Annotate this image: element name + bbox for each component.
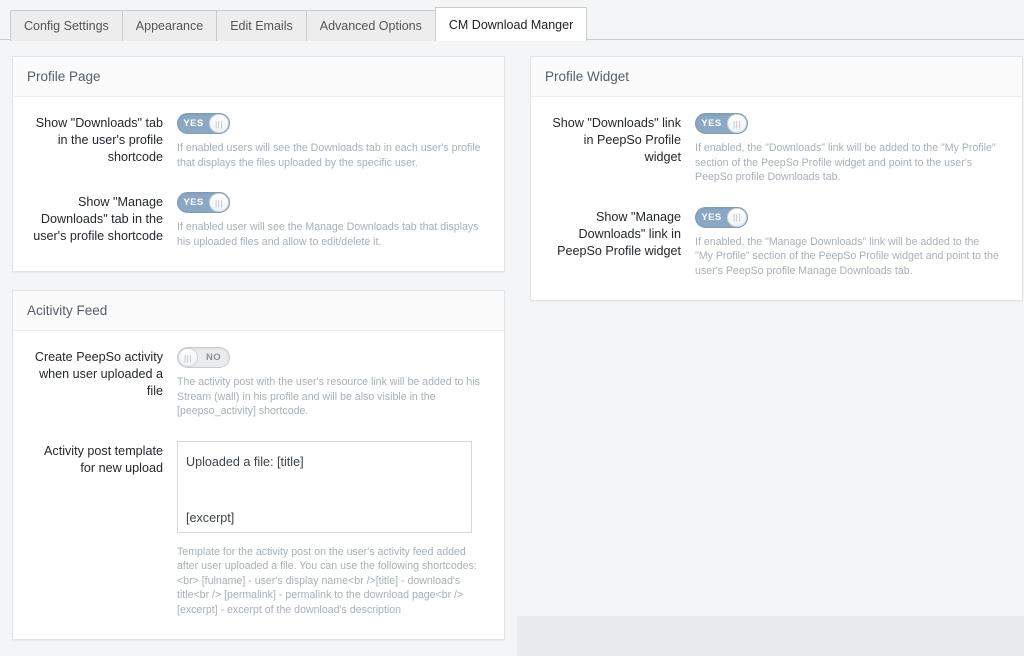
toggle-show-manage-downloads-link[interactable] (695, 207, 748, 228)
field-show-manage-downloads-tab (27, 192, 490, 249)
field-activity-post-template-label: Activity post template for new upload (44, 443, 163, 475)
field-create-peepso-activity-label: Create PeepSo activity when user uploaded a file (34, 350, 163, 398)
panel-activity-feed-title: Acitivity Feed (27, 303, 108, 318)
toggle-knob-icon (727, 208, 747, 227)
activity-post-template-input[interactable] (177, 441, 472, 533)
toggle-create-peepso-activity[interactable] (177, 347, 230, 368)
field-show-manage-downloads-link-desc: If enabled, the "Manage Downloads" link will be added to the "My Profile" section of the PeepSo Profile widget and point to the user's PeepSo profile Manage Downloads tab. (695, 235, 999, 277)
field-show-downloads-link-label: Show "Downloads" link in PeepSo Profile widget (552, 116, 681, 164)
toggle-show-manage-downloads-tab[interactable] (177, 192, 230, 213)
panel-activity-feed-header (13, 291, 504, 331)
panel-profile-page-body (13, 97, 504, 271)
panel-profile-page-title: Profile Page (27, 69, 101, 84)
tab-config-settings[interactable]: Config Settings (10, 10, 123, 41)
field-show-downloads-link-desc: If enabled, the "Downloads" link will be added to the "My Profile" section of the PeepSo Profile widget and point to the user's PeepSo profile Downloads tab. (695, 142, 996, 183)
tab-edit-emails[interactable]: Edit Emails (216, 10, 307, 41)
toggle-show-downloads-link-state: YES (701, 118, 722, 129)
field-show-manage-downloads-link (545, 207, 1008, 279)
tab-cm-download-manger[interactable]: CM Download Manger (435, 7, 587, 41)
toggle-knob-icon (209, 114, 229, 133)
panel-profile-page (12, 56, 505, 272)
panel-activity-feed-body (13, 331, 504, 639)
grip-icon: ||| (214, 197, 224, 208)
toggle-show-downloads-tab-state: YES (183, 118, 204, 129)
field-show-manage-downloads-tab-label: Show "Manage Downloads" tab in the user's profile shortcode (33, 195, 163, 243)
toggle-knob-icon (209, 193, 229, 212)
field-create-peepso-activity-control (177, 347, 490, 419)
panel-profile-widget (530, 56, 1023, 301)
grip-icon: ||| (183, 352, 193, 363)
field-show-downloads-link (545, 113, 1008, 185)
field-activity-post-template-control (177, 441, 490, 618)
field-show-downloads-tab-label: Show "Downloads" tab in the user's profile shortcode (35, 116, 163, 164)
field-activity-post-template-desc: Template for the activity post on the user's activity feed added after user uploaded a file. You can use the following shortcodes:<br> [fulname] - user's display name<br />[title] - download's title<br /> [permalink] - permalink to the download page<br />[excerpt] - excerpt of the download's description (177, 545, 477, 616)
field-show-manage-downloads-tab-desc: If enabled user will see the Manage Downloads tab that displays his uploaded files and allow to edit/delete it. (177, 221, 479, 248)
toggle-knob-icon (727, 114, 747, 133)
panel-profile-widget-body (531, 97, 1022, 300)
grip-icon: ||| (214, 118, 224, 129)
field-activity-post-template (27, 441, 490, 618)
settings-tabbar (0, 0, 1024, 40)
field-show-downloads-tab (27, 113, 490, 170)
toggle-knob-icon (178, 348, 198, 367)
field-show-manage-downloads-tab-control (177, 192, 490, 249)
toggle-show-downloads-link[interactable] (695, 113, 748, 134)
grip-icon: ||| (732, 118, 742, 129)
field-show-downloads-tab-control (177, 113, 490, 170)
field-show-manage-downloads-link-control (695, 207, 1008, 279)
right-column (530, 56, 1023, 656)
panel-profile-widget-header (531, 57, 1022, 97)
toggle-create-peepso-activity-state: NO (205, 352, 222, 363)
panel-profile-page-header (13, 57, 504, 97)
panel-profile-widget-title: Profile Widget (545, 69, 630, 84)
field-show-manage-downloads-link-label: Show "Manage Downloads" link in PeepSo Profile widget (557, 209, 681, 258)
field-create-peepso-activity (27, 347, 490, 419)
field-show-downloads-tab-desc: If enabled users will see the Downloads tab in each user's profile that displays the files uploaded by the specific user. (177, 142, 481, 169)
left-column (12, 56, 505, 656)
page-bottom-strip (517, 616, 1024, 656)
tab-list (10, 0, 1024, 40)
toggle-show-manage-downloads-link-state: YES (701, 211, 722, 223)
tab-appearance[interactable]: Appearance (122, 10, 217, 41)
panel-activity-feed (12, 290, 505, 640)
toggle-show-downloads-tab[interactable] (177, 113, 230, 134)
settings-columns (0, 40, 1024, 656)
grip-icon: ||| (732, 212, 742, 222)
field-show-downloads-link-control (695, 113, 1008, 185)
toggle-show-manage-downloads-tab-state: YES (183, 197, 204, 208)
field-create-peepso-activity-desc: The activity post with the user's resource link will be added to his Stream (wall) in his profile and will be also visible in the [peepso_activity] shortcode. (177, 376, 480, 417)
tab-advanced-options[interactable]: Advanced Options (306, 10, 436, 41)
